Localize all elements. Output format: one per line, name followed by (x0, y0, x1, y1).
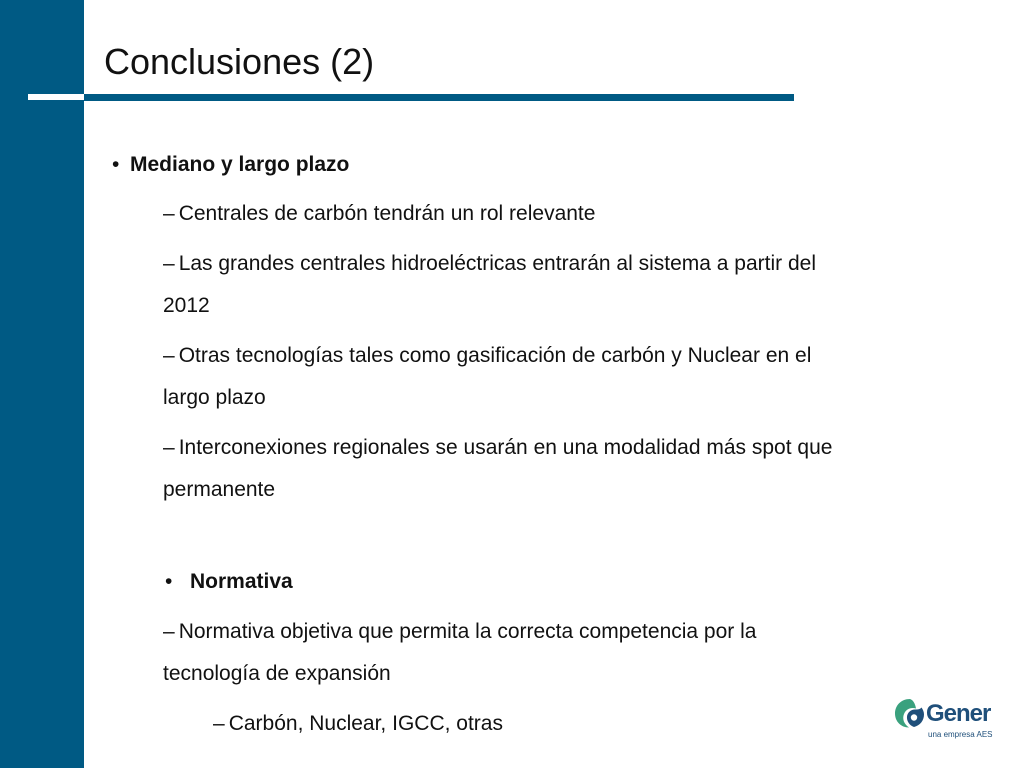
dash-marker: – (163, 252, 175, 275)
list-item-continuation: 2012 (163, 294, 210, 317)
section-heading: Mediano y largo plazo (130, 153, 350, 176)
bullet-mediano-largo-plazo (112, 151, 349, 179)
list-item-text: Normativa objetiva que permita la correcta competencia por la (178, 620, 757, 643)
title-underline-rule (84, 94, 794, 101)
sub-list-item (213, 710, 503, 738)
section-heading: Normativa (190, 570, 293, 593)
bullet-marker: • (112, 153, 120, 176)
list-item-text: Otras tecnologías tales como gasificación de carbón y Nuclear en el (178, 344, 812, 367)
list-item-continuation: tecnología de expansión (163, 662, 391, 685)
dash-marker: – (163, 202, 175, 225)
list-item-continuation: largo plazo (163, 386, 266, 409)
list-item (163, 200, 595, 228)
list-item-text: Las grandes centrales hidroeléctricas entrarán al sistema a partir del (178, 252, 817, 275)
bullet-marker: • (165, 570, 173, 593)
list-item-text: Centrales de carbón tendrán un rol relevante (178, 202, 596, 225)
sub-list-item-text: Carbón, Nuclear, IGCC, otras (228, 712, 503, 735)
dash-marker: – (163, 344, 175, 367)
dash-marker: – (163, 620, 175, 643)
list-item (163, 342, 811, 370)
list-item-text: Interconexiones regionales se usarán en una modalidad más spot que (178, 436, 833, 459)
left-accent-bar (0, 0, 84, 768)
logo-tagline: una empresa AES (928, 730, 993, 739)
list-item (163, 250, 816, 278)
gener-swirl-icon (892, 696, 928, 732)
list-item (163, 618, 756, 646)
title-rule-left-segment (28, 94, 84, 100)
gener-logo (892, 696, 996, 744)
dash-marker: – (213, 712, 225, 735)
list-item-continuation: permanente (163, 478, 276, 501)
list-item (163, 434, 832, 462)
dash-marker: – (163, 436, 175, 459)
slide-title: Conclusiones (2) (104, 41, 375, 82)
logo-wordmark: Gener (926, 700, 991, 727)
bullet-normativa (165, 568, 293, 596)
